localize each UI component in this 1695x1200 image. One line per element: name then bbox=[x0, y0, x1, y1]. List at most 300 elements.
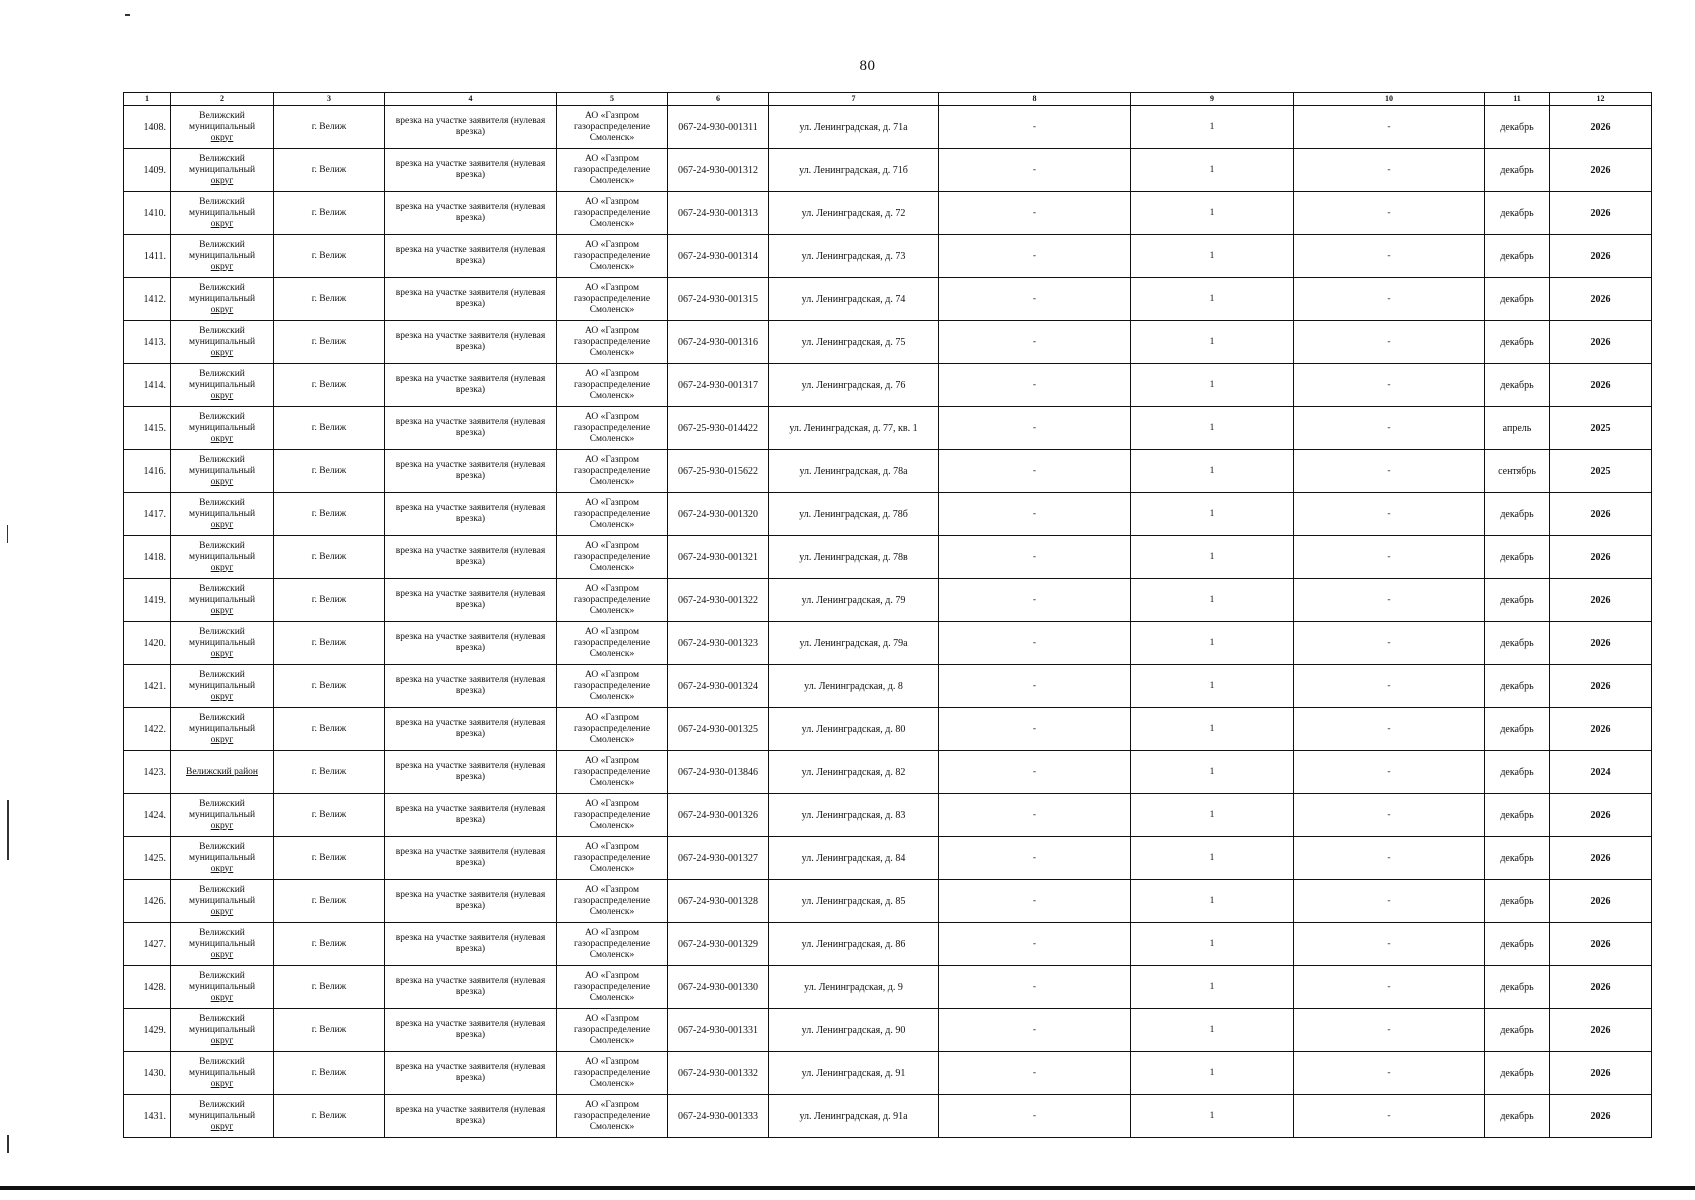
column-9-cell: 1 bbox=[1131, 450, 1294, 493]
city-cell: г. Велиж bbox=[274, 880, 385, 923]
district-cell bbox=[171, 536, 274, 579]
work-type-cell: врезка на участке заявителя (нулевая врезка) bbox=[385, 106, 557, 149]
row-number-cell: 1426. bbox=[124, 880, 171, 923]
application-number-cell: 067-24-930-001327 bbox=[668, 837, 769, 880]
district-line: округ bbox=[210, 906, 234, 917]
column-10-cell: - bbox=[1294, 708, 1485, 751]
row-number-cell: 1419. bbox=[124, 579, 171, 622]
column-9-cell: 1 bbox=[1131, 665, 1294, 708]
column-10-cell: - bbox=[1294, 493, 1485, 536]
column-8-cell: - bbox=[939, 192, 1131, 235]
city-cell: г. Велиж bbox=[274, 665, 385, 708]
district-line: Велижский bbox=[199, 454, 245, 465]
district-line: округ bbox=[210, 347, 234, 358]
table-row bbox=[124, 751, 1652, 794]
column-10-cell: - bbox=[1294, 450, 1485, 493]
column-8-cell: - bbox=[939, 1009, 1131, 1052]
district-line: муниципальный bbox=[188, 1067, 256, 1078]
district-line: Велижский bbox=[199, 841, 245, 852]
row-number-cell: 1411. bbox=[124, 235, 171, 278]
city-cell: г. Велиж bbox=[274, 1095, 385, 1138]
column-9-cell: 1 bbox=[1131, 966, 1294, 1009]
organization-cell: АО «Газпром газораспределение Смоленск» bbox=[557, 106, 668, 149]
year-cell: 2026 bbox=[1550, 794, 1652, 837]
district-cell bbox=[171, 579, 274, 622]
address-cell: ул. Ленинградская, д. 75 bbox=[769, 321, 939, 364]
address-cell: ул. Ленинградская, д. 73 bbox=[769, 235, 939, 278]
column-9-cell: 1 bbox=[1131, 1095, 1294, 1138]
work-type-cell: врезка на участке заявителя (нулевая врезка) bbox=[385, 1095, 557, 1138]
district-line: муниципальный bbox=[188, 1110, 256, 1121]
address-cell: ул. Ленинградская, д. 74 bbox=[769, 278, 939, 321]
column-8-cell: - bbox=[939, 966, 1131, 1009]
application-number-cell: 067-24-930-013846 bbox=[668, 751, 769, 794]
application-number-cell: 067-24-930-001320 bbox=[668, 493, 769, 536]
month-cell: декабрь bbox=[1485, 837, 1550, 880]
city-cell: г. Велиж bbox=[274, 450, 385, 493]
address-cell: ул. Ленинградская, д. 79 bbox=[769, 579, 939, 622]
column-8-cell: - bbox=[939, 880, 1131, 923]
column-9-cell: 1 bbox=[1131, 579, 1294, 622]
year-cell: 2026 bbox=[1550, 579, 1652, 622]
column-9-cell: 1 bbox=[1131, 493, 1294, 536]
district-line: Велижский bbox=[199, 884, 245, 895]
month-cell: декабрь bbox=[1485, 794, 1550, 837]
district-line: округ bbox=[210, 992, 234, 1003]
column-number-header: 6 bbox=[668, 93, 769, 106]
district-cell bbox=[171, 407, 274, 450]
district-line: муниципальный bbox=[188, 637, 256, 648]
application-number-cell: 067-24-930-001323 bbox=[668, 622, 769, 665]
district-line: Велижский bbox=[199, 411, 245, 422]
year-cell: 2026 bbox=[1550, 665, 1652, 708]
column-number-header: 4 bbox=[385, 93, 557, 106]
column-9-cell: 1 bbox=[1131, 1009, 1294, 1052]
work-type-cell: врезка на участке заявителя (нулевая врезка) bbox=[385, 407, 557, 450]
column-number-row bbox=[124, 93, 1652, 106]
district-cell bbox=[171, 966, 274, 1009]
row-number-cell: 1430. bbox=[124, 1052, 171, 1095]
table-row bbox=[124, 364, 1652, 407]
column-10-cell: - bbox=[1294, 665, 1485, 708]
district-line: муниципальный bbox=[188, 680, 256, 691]
month-cell: декабрь bbox=[1485, 923, 1550, 966]
city-cell: г. Велиж bbox=[274, 149, 385, 192]
year-cell: 2026 bbox=[1550, 1009, 1652, 1052]
column-10-cell: - bbox=[1294, 1052, 1485, 1095]
district-line: муниципальный bbox=[188, 723, 256, 734]
district-line: муниципальный bbox=[188, 809, 256, 820]
address-cell: ул. Ленинградская, д. 8 bbox=[769, 665, 939, 708]
table-row bbox=[124, 321, 1652, 364]
address-cell: ул. Ленинградская, д. 9 bbox=[769, 966, 939, 1009]
column-10-cell: - bbox=[1294, 278, 1485, 321]
district-cell bbox=[171, 192, 274, 235]
district-line: Велижский bbox=[199, 497, 245, 508]
address-cell: ул. Ленинградская, д. 71б bbox=[769, 149, 939, 192]
year-cell: 2026 bbox=[1550, 622, 1652, 665]
district-line: муниципальный bbox=[188, 852, 256, 863]
district-line: округ bbox=[210, 734, 234, 745]
month-cell: декабрь bbox=[1485, 106, 1550, 149]
address-cell: ул. Ленинградская, д. 83 bbox=[769, 794, 939, 837]
column-10-cell: - bbox=[1294, 192, 1485, 235]
district-line: округ bbox=[210, 304, 234, 315]
column-8-cell: - bbox=[939, 923, 1131, 966]
month-cell: декабрь bbox=[1485, 622, 1550, 665]
month-cell: сентябрь bbox=[1485, 450, 1550, 493]
address-cell: ул. Ленинградская, д. 84 bbox=[769, 837, 939, 880]
table-row bbox=[124, 106, 1652, 149]
district-line: округ bbox=[210, 1035, 234, 1046]
month-cell: декабрь bbox=[1485, 1095, 1550, 1138]
district-line: Велижский bbox=[199, 153, 245, 164]
column-10-cell: - bbox=[1294, 235, 1485, 278]
organization-cell: АО «Газпром газораспределение Смоленск» bbox=[557, 966, 668, 1009]
district-line: муниципальный bbox=[188, 594, 256, 605]
year-cell: 2026 bbox=[1550, 278, 1652, 321]
address-cell: ул. Ленинградская, д. 91 bbox=[769, 1052, 939, 1095]
application-number-cell: 067-24-930-001314 bbox=[668, 235, 769, 278]
city-cell: г. Велиж bbox=[274, 192, 385, 235]
district-line: муниципальный bbox=[188, 465, 256, 476]
column-8-cell: - bbox=[939, 794, 1131, 837]
district-line: Велижский bbox=[199, 669, 245, 680]
address-cell: ул. Ленинградская, д. 91а bbox=[769, 1095, 939, 1138]
work-type-cell: врезка на участке заявителя (нулевая врезка) bbox=[385, 751, 557, 794]
district-line: округ bbox=[210, 1078, 234, 1089]
column-8-cell: - bbox=[939, 407, 1131, 450]
month-cell: декабрь bbox=[1485, 880, 1550, 923]
district-line: округ bbox=[210, 820, 234, 831]
district-line: Велижский bbox=[199, 368, 245, 379]
row-number-cell: 1412. bbox=[124, 278, 171, 321]
organization-cell: АО «Газпром газораспределение Смоленск» bbox=[557, 321, 668, 364]
district-line: муниципальный bbox=[188, 121, 256, 132]
city-cell: г. Велиж bbox=[274, 1052, 385, 1095]
application-number-cell: 067-24-930-001317 bbox=[668, 364, 769, 407]
column-8-cell: - bbox=[939, 622, 1131, 665]
column-9-cell: 1 bbox=[1131, 106, 1294, 149]
district-cell bbox=[171, 665, 274, 708]
work-type-cell: врезка на участке заявителя (нулевая врезка) bbox=[385, 665, 557, 708]
year-cell: 2026 bbox=[1550, 536, 1652, 579]
column-9-cell: 1 bbox=[1131, 794, 1294, 837]
column-number-header: 10 bbox=[1294, 93, 1485, 106]
organization-cell: АО «Газпром газораспределение Смоленск» bbox=[557, 837, 668, 880]
column-number-header: 2 bbox=[171, 93, 274, 106]
table-row bbox=[124, 493, 1652, 536]
city-cell: г. Велиж bbox=[274, 321, 385, 364]
column-8-cell: - bbox=[939, 493, 1131, 536]
row-number-cell: 1423. bbox=[124, 751, 171, 794]
district-cell bbox=[171, 708, 274, 751]
work-type-cell: врезка на участке заявителя (нулевая врезка) bbox=[385, 235, 557, 278]
application-number-cell: 067-24-930-001332 bbox=[668, 1052, 769, 1095]
row-number-cell: 1431. bbox=[124, 1095, 171, 1138]
column-9-cell: 1 bbox=[1131, 708, 1294, 751]
year-cell: 2026 bbox=[1550, 149, 1652, 192]
organization-cell: АО «Газпром газораспределение Смоленск» bbox=[557, 1052, 668, 1095]
application-number-cell: 067-24-930-001328 bbox=[668, 880, 769, 923]
city-cell: г. Велиж bbox=[274, 493, 385, 536]
column-9-cell: 1 bbox=[1131, 235, 1294, 278]
district-line: Велижский bbox=[199, 282, 245, 293]
city-cell: г. Велиж bbox=[274, 407, 385, 450]
row-number-cell: 1421. bbox=[124, 665, 171, 708]
column-8-cell: - bbox=[939, 106, 1131, 149]
district-line: муниципальный bbox=[188, 551, 256, 562]
table-row bbox=[124, 1009, 1652, 1052]
address-cell: ул. Ленинградская, д. 76 bbox=[769, 364, 939, 407]
column-10-cell: - bbox=[1294, 321, 1485, 364]
row-number-cell: 1416. bbox=[124, 450, 171, 493]
column-8-cell: - bbox=[939, 364, 1131, 407]
address-cell: ул. Ленинградская, д. 82 bbox=[769, 751, 939, 794]
column-8-cell: - bbox=[939, 536, 1131, 579]
district-cell bbox=[171, 364, 274, 407]
month-cell: декабрь bbox=[1485, 1009, 1550, 1052]
month-cell: декабрь bbox=[1485, 364, 1550, 407]
organization-cell: АО «Газпром газораспределение Смоленск» bbox=[557, 665, 668, 708]
bottom-border-line bbox=[0, 1186, 1695, 1190]
column-10-cell: - bbox=[1294, 364, 1485, 407]
organization-cell: АО «Газпром газораспределение Смоленск» bbox=[557, 235, 668, 278]
district-line: муниципальный bbox=[188, 293, 256, 304]
row-number-cell: 1424. bbox=[124, 794, 171, 837]
column-9-cell: 1 bbox=[1131, 321, 1294, 364]
row-number-cell: 1422. bbox=[124, 708, 171, 751]
column-10-cell: - bbox=[1294, 1009, 1485, 1052]
column-number-header: 11 bbox=[1485, 93, 1550, 106]
application-number-cell: 067-25-930-015622 bbox=[668, 450, 769, 493]
year-cell: 2026 bbox=[1550, 493, 1652, 536]
district-line: округ bbox=[210, 562, 234, 573]
month-cell: декабрь bbox=[1485, 493, 1550, 536]
row-number-cell: 1415. bbox=[124, 407, 171, 450]
address-cell: ул. Ленинградская, д. 78а bbox=[769, 450, 939, 493]
city-cell: г. Велиж bbox=[274, 708, 385, 751]
work-type-cell: врезка на участке заявителя (нулевая врезка) bbox=[385, 278, 557, 321]
scan-mark bbox=[7, 1135, 9, 1153]
address-cell: ул. Ленинградская, д. 78в bbox=[769, 536, 939, 579]
work-type-cell: врезка на участке заявителя (нулевая врезка) bbox=[385, 794, 557, 837]
column-9-cell: 1 bbox=[1131, 536, 1294, 579]
district-line: округ bbox=[210, 519, 234, 530]
column-10-cell: - bbox=[1294, 407, 1485, 450]
application-number-cell: 067-24-930-001315 bbox=[668, 278, 769, 321]
district-line: округ bbox=[210, 1121, 234, 1132]
year-cell: 2026 bbox=[1550, 923, 1652, 966]
district-line: округ bbox=[210, 132, 234, 143]
row-number-cell: 1408. bbox=[124, 106, 171, 149]
year-cell: 2026 bbox=[1550, 235, 1652, 278]
column-9-cell: 1 bbox=[1131, 751, 1294, 794]
row-number-cell: 1418. bbox=[124, 536, 171, 579]
column-8-cell: - bbox=[939, 235, 1131, 278]
month-cell: декабрь bbox=[1485, 278, 1550, 321]
district-line: округ bbox=[210, 949, 234, 960]
table-row bbox=[124, 1052, 1652, 1095]
month-cell: декабрь bbox=[1485, 1052, 1550, 1095]
district-line: Велижский bbox=[199, 1013, 245, 1024]
month-cell: декабрь bbox=[1485, 192, 1550, 235]
district-line: Велижский район bbox=[185, 766, 259, 777]
table-row bbox=[124, 923, 1652, 966]
row-number-cell: 1420. bbox=[124, 622, 171, 665]
district-cell bbox=[171, 923, 274, 966]
city-cell: г. Велиж bbox=[274, 622, 385, 665]
column-8-cell: - bbox=[939, 751, 1131, 794]
table-row bbox=[124, 450, 1652, 493]
scan-mark bbox=[7, 525, 8, 543]
column-9-cell: 1 bbox=[1131, 364, 1294, 407]
month-cell: декабрь bbox=[1485, 966, 1550, 1009]
row-number-cell: 1413. bbox=[124, 321, 171, 364]
work-type-cell: врезка на участке заявителя (нулевая врезка) bbox=[385, 708, 557, 751]
district-cell bbox=[171, 106, 274, 149]
district-cell bbox=[171, 149, 274, 192]
month-cell: декабрь bbox=[1485, 536, 1550, 579]
month-cell: декабрь bbox=[1485, 321, 1550, 364]
city-cell: г. Велиж bbox=[274, 837, 385, 880]
address-cell: ул. Ленинградская, д. 72 bbox=[769, 192, 939, 235]
column-9-cell: 1 bbox=[1131, 278, 1294, 321]
column-number-header: 7 bbox=[769, 93, 939, 106]
district-line: округ bbox=[210, 863, 234, 874]
address-cell: ул. Ленинградская, д. 77, кв. 1 bbox=[769, 407, 939, 450]
work-type-cell: врезка на участке заявителя (нулевая врезка) bbox=[385, 450, 557, 493]
column-9-cell: 1 bbox=[1131, 837, 1294, 880]
page-number: 80 bbox=[859, 58, 876, 74]
city-cell: г. Велиж bbox=[274, 235, 385, 278]
year-cell: 2024 bbox=[1550, 751, 1652, 794]
application-number-cell: 067-24-930-001325 bbox=[668, 708, 769, 751]
table-row bbox=[124, 579, 1652, 622]
work-type-cell: врезка на участке заявителя (нулевая врезка) bbox=[385, 622, 557, 665]
column-10-cell: - bbox=[1294, 622, 1485, 665]
gas-connection-table bbox=[123, 92, 1652, 1138]
column-10-cell: - bbox=[1294, 751, 1485, 794]
month-cell: декабрь bbox=[1485, 235, 1550, 278]
district-line: Велижский bbox=[199, 1099, 245, 1110]
organization-cell: АО «Газпром газораспределение Смоленск» bbox=[557, 751, 668, 794]
organization-cell: АО «Газпром газораспределение Смоленск» bbox=[557, 1095, 668, 1138]
application-number-cell: 067-24-930-001333 bbox=[668, 1095, 769, 1138]
address-cell: ул. Ленинградская, д. 80 bbox=[769, 708, 939, 751]
district-line: Велижский bbox=[199, 1056, 245, 1067]
work-type-cell: врезка на участке заявителя (нулевая врезка) bbox=[385, 536, 557, 579]
district-cell bbox=[171, 321, 274, 364]
work-type-cell: врезка на участке заявителя (нулевая врезка) bbox=[385, 192, 557, 235]
district-line: муниципальный bbox=[188, 250, 256, 261]
district-line: муниципальный bbox=[188, 508, 256, 519]
district-line: округ bbox=[210, 433, 234, 444]
column-8-cell: - bbox=[939, 665, 1131, 708]
table-header bbox=[124, 93, 1652, 106]
application-number-cell: 067-24-930-001331 bbox=[668, 1009, 769, 1052]
district-line: муниципальный bbox=[188, 379, 256, 390]
district-line: Велижский bbox=[199, 110, 245, 121]
table-row bbox=[124, 837, 1652, 880]
city-cell: г. Велиж bbox=[274, 536, 385, 579]
organization-cell: АО «Газпром газораспределение Смоленск» bbox=[557, 880, 668, 923]
column-9-cell: 1 bbox=[1131, 923, 1294, 966]
table-body bbox=[124, 106, 1652, 1138]
organization-cell: АО «Газпром газораспределение Смоленск» bbox=[557, 536, 668, 579]
month-cell: декабрь bbox=[1485, 579, 1550, 622]
address-cell: ул. Ленинградская, д. 86 bbox=[769, 923, 939, 966]
table-row bbox=[124, 536, 1652, 579]
table-row bbox=[124, 1095, 1652, 1138]
city-cell: г. Велиж bbox=[274, 364, 385, 407]
year-cell: 2026 bbox=[1550, 708, 1652, 751]
month-cell: декабрь bbox=[1485, 751, 1550, 794]
work-type-cell: врезка на участке заявителя (нулевая врезка) bbox=[385, 837, 557, 880]
column-9-cell: 1 bbox=[1131, 880, 1294, 923]
application-number-cell: 067-24-930-001313 bbox=[668, 192, 769, 235]
district-line: округ bbox=[210, 476, 234, 487]
scan-mark bbox=[7, 800, 9, 860]
year-cell: 2026 bbox=[1550, 837, 1652, 880]
district-line: Велижский bbox=[199, 540, 245, 551]
district-line: Велижский bbox=[199, 325, 245, 336]
work-type-cell: врезка на участке заявителя (нулевая врезка) bbox=[385, 364, 557, 407]
district-line: Велижский bbox=[199, 927, 245, 938]
district-line: округ bbox=[210, 390, 234, 401]
column-10-cell: - bbox=[1294, 880, 1485, 923]
year-cell: 2026 bbox=[1550, 106, 1652, 149]
district-line: муниципальный bbox=[188, 164, 256, 175]
month-cell: декабрь bbox=[1485, 665, 1550, 708]
district-cell bbox=[171, 622, 274, 665]
column-9-cell: 1 bbox=[1131, 1052, 1294, 1095]
column-10-cell: - bbox=[1294, 966, 1485, 1009]
table-row bbox=[124, 192, 1652, 235]
district-cell bbox=[171, 278, 274, 321]
district-line: муниципальный bbox=[188, 1024, 256, 1035]
city-cell: г. Велиж bbox=[274, 278, 385, 321]
application-number-cell: 067-24-930-001312 bbox=[668, 149, 769, 192]
table-row bbox=[124, 794, 1652, 837]
district-line: Велижский bbox=[199, 712, 245, 723]
application-number-cell: 067-24-930-001324 bbox=[668, 665, 769, 708]
work-type-cell: врезка на участке заявителя (нулевая врезка) bbox=[385, 923, 557, 966]
table-row bbox=[124, 278, 1652, 321]
work-type-cell: врезка на участке заявителя (нулевая врезка) bbox=[385, 579, 557, 622]
row-number-cell: 1417. bbox=[124, 493, 171, 536]
district-cell bbox=[171, 751, 274, 794]
district-cell bbox=[171, 794, 274, 837]
column-number-header: 3 bbox=[274, 93, 385, 106]
year-cell: 2026 bbox=[1550, 880, 1652, 923]
row-number-cell: 1427. bbox=[124, 923, 171, 966]
city-cell: г. Велиж bbox=[274, 579, 385, 622]
work-type-cell: врезка на участке заявителя (нулевая врезка) bbox=[385, 966, 557, 1009]
column-number-header: 12 bbox=[1550, 93, 1652, 106]
application-number-cell: 067-24-930-001322 bbox=[668, 579, 769, 622]
district-cell bbox=[171, 1095, 274, 1138]
row-number-cell: 1425. bbox=[124, 837, 171, 880]
month-cell: декабрь bbox=[1485, 708, 1550, 751]
district-line: Велижский bbox=[199, 970, 245, 981]
table-row bbox=[124, 149, 1652, 192]
application-number-cell: 067-24-930-001330 bbox=[668, 966, 769, 1009]
district-cell bbox=[171, 837, 274, 880]
column-10-cell: - bbox=[1294, 837, 1485, 880]
organization-cell: АО «Газпром газораспределение Смоленск» bbox=[557, 192, 668, 235]
column-8-cell: - bbox=[939, 1095, 1131, 1138]
